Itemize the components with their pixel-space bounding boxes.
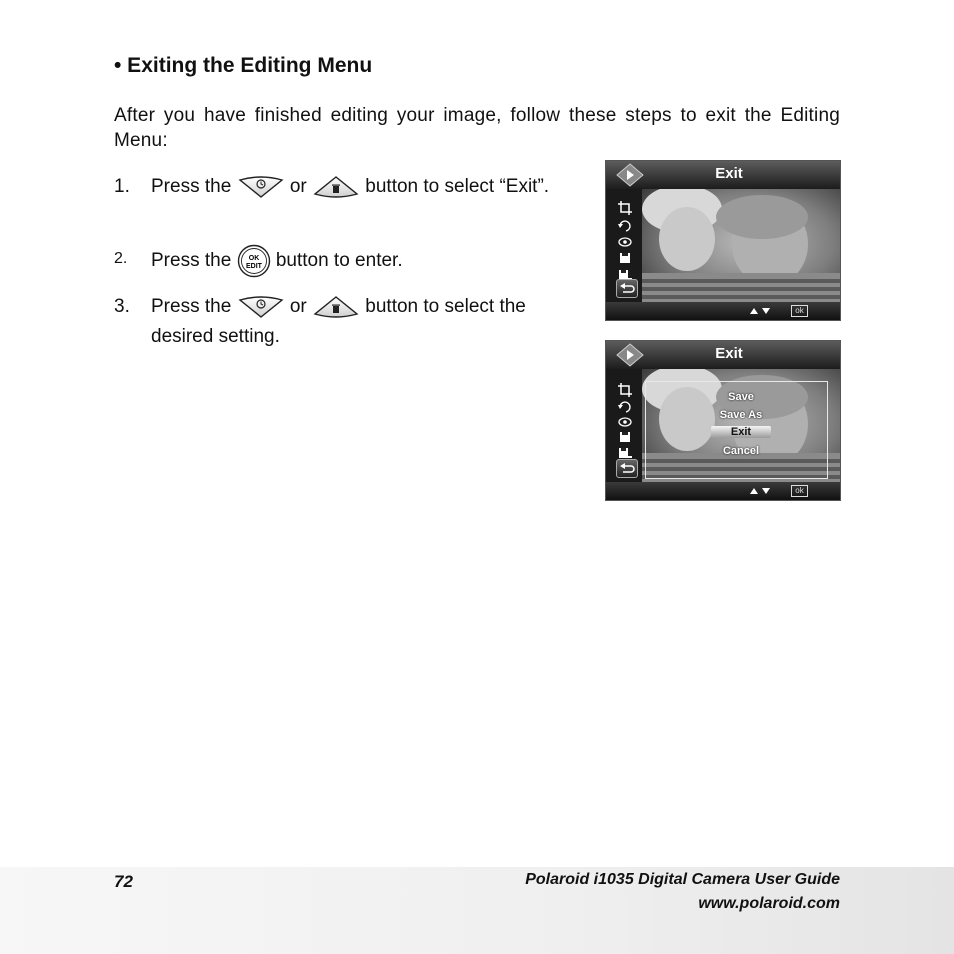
up-down-arrows-icon (749, 486, 771, 496)
red-eye-icon (618, 235, 632, 249)
back-button (616, 459, 638, 478)
step-number: 3. (114, 296, 130, 317)
step-3 (114, 292, 574, 352)
self-timer-button-icon (237, 175, 285, 199)
ok-indicator: ok (791, 305, 808, 317)
ok-indicator: ok (791, 485, 808, 497)
step-number: 1. (114, 176, 130, 197)
back-button (616, 279, 638, 298)
camera-screen-exit (605, 160, 841, 321)
delete-button-icon (312, 175, 360, 199)
guide-url: www.polaroid.com (698, 895, 840, 912)
screen-bottombar (606, 302, 840, 320)
step-text (151, 292, 567, 352)
option-cancel[interactable]: Cancel (722, 445, 760, 457)
exit-options-menu (645, 381, 828, 479)
rotate-icon (618, 399, 632, 413)
edit-menu-sidebar (606, 189, 642, 307)
step-text-part: button to select the desired setting. (151, 296, 526, 347)
step-number: 2. (114, 250, 128, 267)
option-save-as[interactable]: Save As (719, 409, 763, 421)
delete-button-icon (312, 295, 360, 319)
step-text-part: or (289, 176, 307, 197)
ok-edit-button-icon (237, 244, 271, 278)
preview-photo (642, 189, 840, 307)
option-save[interactable]: Save (728, 391, 754, 403)
edit-menu-sidebar (606, 369, 642, 487)
up-down-arrows-icon (749, 306, 771, 316)
back-icon (617, 460, 637, 477)
intro-paragraph: After you have finished editing your image, follow these steps to exit the Editing Menu: (114, 105, 840, 151)
screen-title: Exit (715, 165, 743, 182)
edit-label: EDIT (245, 263, 262, 270)
step-text (151, 172, 567, 202)
page-number: 72 (114, 872, 133, 891)
save-as-icon (618, 446, 632, 460)
save-icon (618, 251, 632, 265)
rotate-icon (618, 218, 632, 232)
camera-screen-exit-options (605, 340, 841, 501)
step-text-part: Press the (151, 176, 232, 197)
step-text-part: Press the (151, 296, 232, 317)
self-timer-button-icon (237, 295, 285, 319)
step-text (151, 244, 567, 278)
step-text-part: button to enter. (275, 250, 403, 272)
section-heading: • Exiting the Editing Menu (114, 54, 373, 77)
step-text-part: Press the (151, 250, 232, 272)
save-icon (618, 430, 632, 444)
red-eye-icon (618, 415, 632, 429)
option-exit-selected[interactable]: Exit (711, 426, 771, 438)
step-2 (114, 244, 574, 278)
guide-title: Polaroid i1035 Digital Camera User Guide (525, 871, 840, 888)
step-text-part: button to select “Exit”. (365, 176, 550, 197)
step-1 (114, 172, 574, 232)
back-icon (617, 280, 637, 297)
ok-label: OK (248, 255, 259, 262)
screen-title: Exit (715, 345, 743, 362)
screen-bottombar (606, 482, 840, 500)
crop-icon (618, 201, 632, 215)
crop-icon (618, 383, 632, 397)
step-text-part: or (289, 296, 307, 317)
